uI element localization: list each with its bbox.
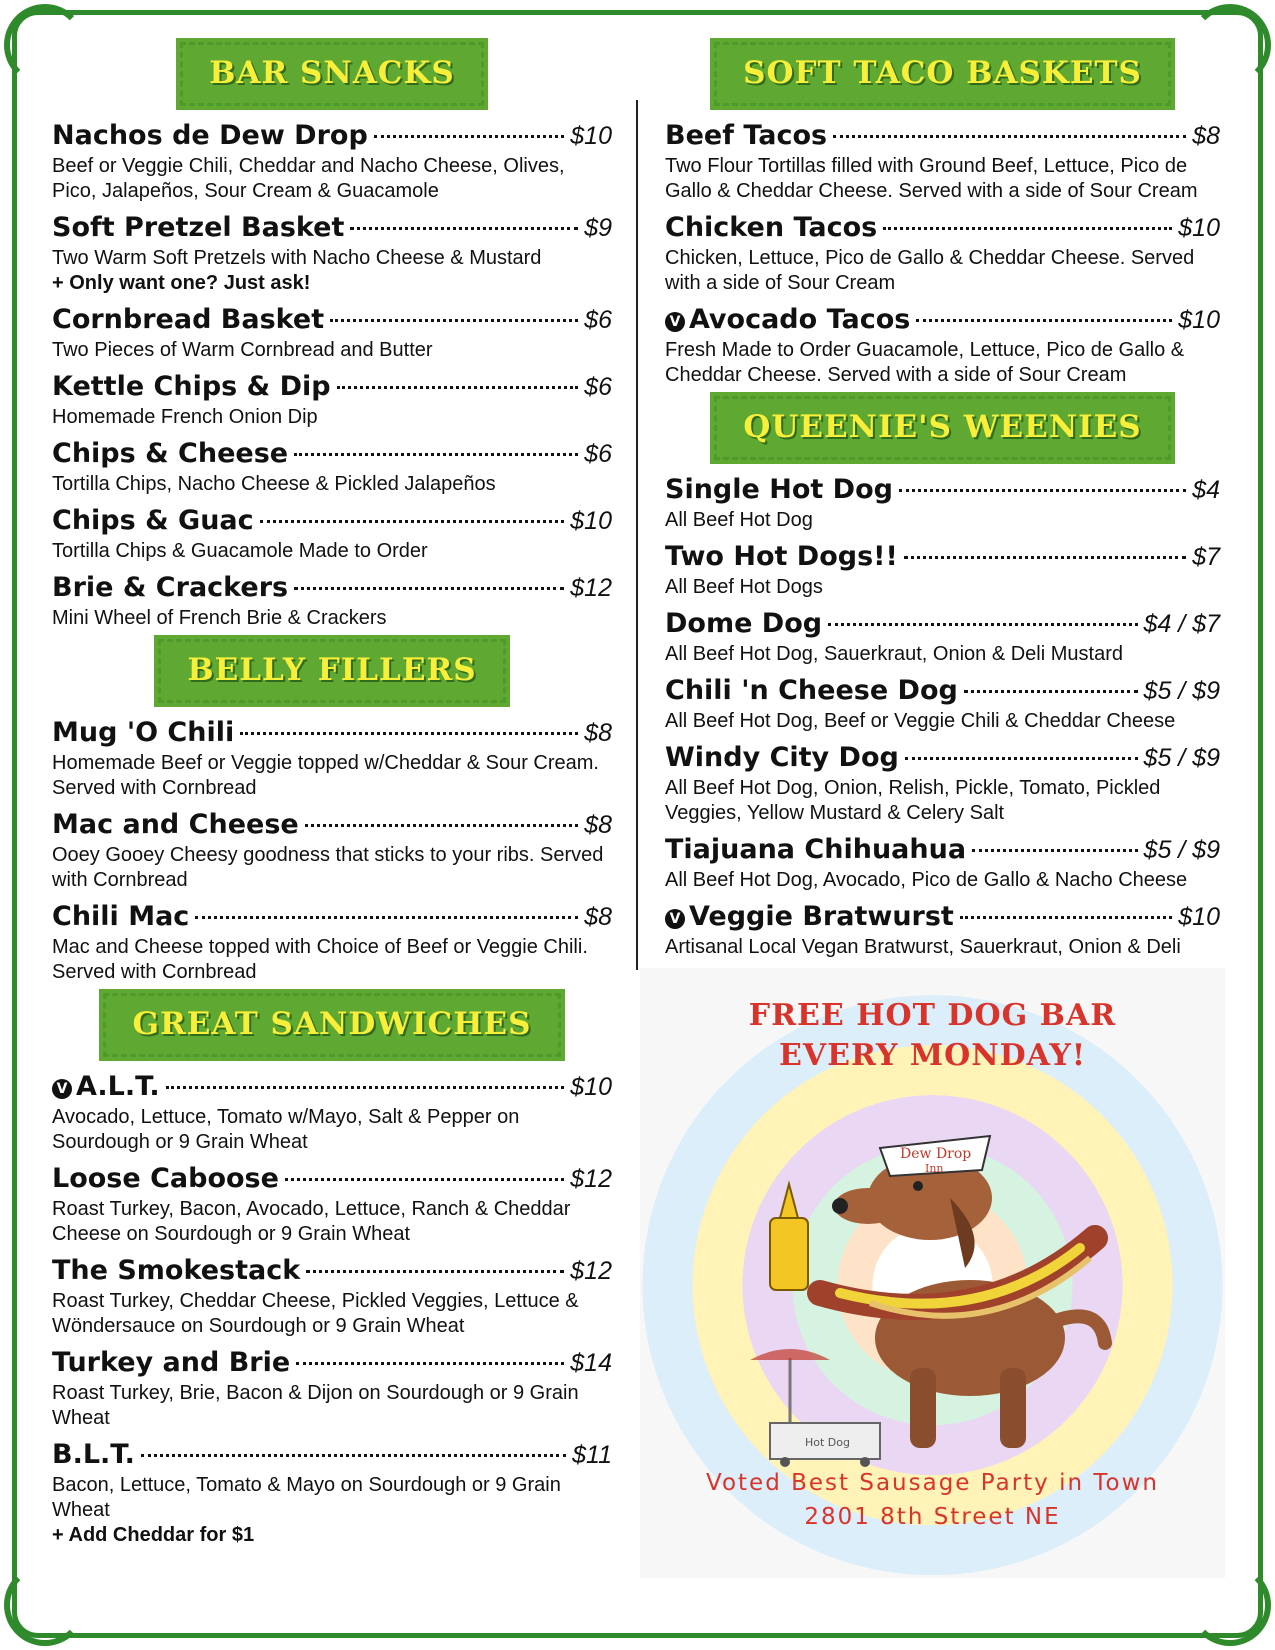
item-description: Two Pieces of Warm Cornbread and Butter bbox=[52, 339, 433, 361]
section-banner-great-sandwiches: GREAT SANDWICHES bbox=[103, 993, 560, 1057]
dot-leader bbox=[960, 916, 1172, 919]
item-price: $10 bbox=[1178, 903, 1220, 931]
great-sandwiches-list bbox=[52, 1071, 612, 1548]
menu-item bbox=[665, 541, 1220, 600]
belly-fillers-list bbox=[52, 717, 612, 985]
menu-item bbox=[52, 371, 612, 430]
menu-item bbox=[52, 1163, 612, 1247]
item-price: $10 bbox=[570, 1073, 612, 1101]
item-name: Chips & Guac bbox=[52, 505, 254, 536]
dot-leader bbox=[972, 849, 1137, 852]
item-name: Chili 'n Cheese Dog bbox=[665, 675, 958, 706]
item-name: Chili Mac bbox=[52, 901, 190, 932]
item-name: Nachos de Dew Drop bbox=[52, 120, 368, 151]
item-name: Beef Tacos bbox=[665, 120, 828, 151]
left-column bbox=[52, 42, 612, 1556]
dot-leader bbox=[240, 732, 578, 735]
vegetarian-icon: V bbox=[665, 909, 685, 929]
dot-leader bbox=[350, 227, 578, 230]
dot-leader bbox=[294, 587, 564, 590]
menu-item bbox=[665, 742, 1220, 826]
vegetarian-icon: V bbox=[665, 312, 685, 332]
dot-leader bbox=[294, 453, 578, 456]
item-description: All Beef Hot Dog, Onion, Relish, Pickle, Tomato, Pickled Veggies, Yellow Mustard & Celery Salt bbox=[665, 777, 1161, 824]
dot-leader bbox=[260, 520, 565, 523]
hot-dog-icon bbox=[820, 1238, 1095, 1316]
promo-tagline: Voted Best Sausage Party in Town bbox=[706, 1470, 1159, 1496]
dot-leader bbox=[166, 1086, 565, 1089]
queenies-weenies-list bbox=[665, 474, 1220, 960]
item-price: $10 bbox=[1178, 214, 1220, 242]
item-description: Tortilla Chips & Guacamole Made to Order bbox=[52, 540, 428, 562]
item-description: Beef or Veggie Chili, Cheddar and Nacho Cheese, Olives, Pico, Jalapeños, Sour Cream & Guacamole bbox=[52, 155, 565, 202]
svg-text:Dew Drop: Dew Drop bbox=[900, 1146, 972, 1162]
menu-item bbox=[52, 1071, 612, 1155]
item-description: All Beef Hot Dog bbox=[665, 509, 813, 531]
menu-item bbox=[665, 304, 1220, 388]
hot-dog-cart-icon bbox=[750, 1349, 880, 1467]
dot-leader bbox=[904, 556, 1186, 559]
corner-swirl-ornament bbox=[4, 1564, 86, 1646]
item-name: Mac and Cheese bbox=[52, 809, 299, 840]
menu-item bbox=[52, 809, 612, 893]
section-banner-belly-fillers: BELLY FILLERS bbox=[158, 639, 505, 703]
item-price: $8 bbox=[584, 719, 612, 747]
column-divider bbox=[636, 100, 638, 970]
dot-leader bbox=[828, 623, 1137, 626]
svg-text:Inn: Inn bbox=[925, 1162, 944, 1175]
menu-item bbox=[52, 505, 612, 564]
item-price: $10 bbox=[570, 507, 612, 535]
item-description: All Beef Hot Dog, Beef or Veggie Chili & Cheddar Cheese bbox=[665, 710, 1176, 732]
item-price: $8 bbox=[584, 811, 612, 839]
menu-item bbox=[52, 1439, 612, 1548]
item-description: All Beef Hot Dog, Sauerkraut, Onion & Deli Mustard bbox=[665, 643, 1123, 665]
item-name: Mug 'O Chili bbox=[52, 717, 235, 748]
item-description: All Beef Hot Dogs bbox=[665, 576, 823, 598]
item-description: Homemade Beef or Veggie topped w/Cheddar & Sour Cream. Served with Cornbread bbox=[52, 752, 599, 799]
item-price: $8 bbox=[584, 903, 612, 931]
dot-leader bbox=[337, 386, 579, 389]
soft-taco-baskets-list bbox=[665, 120, 1220, 388]
item-note: + Only want one? Just ask! bbox=[52, 272, 311, 294]
item-description: Mini Wheel of French Brie & Crackers bbox=[52, 607, 387, 629]
item-name: Dome Dog bbox=[665, 608, 823, 639]
item-description: All Beef Hot Dog, Avocado, Pico de Gallo & Nacho Cheese bbox=[665, 869, 1188, 891]
hot-dog-bar-promo bbox=[640, 968, 1225, 1578]
promo-headline-line-1: FREE HOT DOG BAR bbox=[748, 998, 1117, 1033]
menu-item bbox=[665, 608, 1220, 667]
right-column bbox=[665, 42, 1220, 968]
item-price: $7 bbox=[1192, 543, 1220, 571]
dot-leader bbox=[306, 1270, 564, 1273]
item-description: Bacon, Lettuce, Tomato & Mayo on Sourdough or 9 Grain Wheat bbox=[52, 1474, 561, 1521]
item-name: Single Hot Dog bbox=[665, 474, 893, 505]
dot-leader bbox=[374, 135, 565, 138]
item-price: $5 / $9 bbox=[1143, 836, 1220, 864]
menu-item bbox=[52, 1347, 612, 1431]
item-description: Roast Turkey, Brie, Bacon & Dijon on Sourdough or 9 Grain Wheat bbox=[52, 1382, 579, 1429]
item-price: $14 bbox=[570, 1349, 612, 1377]
item-name: Turkey and Brie bbox=[52, 1347, 291, 1378]
menu-item bbox=[665, 834, 1220, 893]
section-banner-queenies-weenies: QUEENIE'S WEENIES bbox=[714, 396, 1170, 460]
dot-leader bbox=[330, 319, 578, 322]
item-description: Mac and Cheese topped with Choice of Beef or Veggie Chili. Served with Cornbread bbox=[52, 936, 588, 983]
menu-item bbox=[52, 1255, 612, 1339]
item-description: Chicken, Lettuce, Pico de Gallo & Cheddar Cheese. Served with a side of Sour Cream bbox=[665, 247, 1195, 294]
menu-item bbox=[665, 212, 1220, 296]
dot-leader bbox=[195, 916, 578, 919]
item-name: Chips & Cheese bbox=[52, 438, 289, 469]
item-name: Cornbread Basket bbox=[52, 304, 325, 335]
section-banner-soft-taco-baskets: SOFT TACO BASKETS bbox=[714, 42, 1171, 106]
dachshund-hot-dog-illustration bbox=[750, 1088, 1130, 1468]
item-price: $4 bbox=[1192, 476, 1220, 504]
item-name: Loose Caboose bbox=[52, 1163, 279, 1194]
item-name-text: A.L.T. bbox=[76, 1071, 160, 1102]
item-name: The Smokestack bbox=[52, 1255, 301, 1286]
item-price: $9 bbox=[584, 214, 612, 242]
item-name: Brie & Crackers bbox=[52, 572, 289, 603]
promo-headline-line-2: EVERY MONDAY! bbox=[778, 1038, 1087, 1073]
menu-item bbox=[665, 474, 1220, 533]
menu-item bbox=[52, 212, 612, 296]
item-name bbox=[665, 901, 954, 932]
dot-leader bbox=[833, 135, 1186, 138]
item-name-text: Veggie Bratwurst bbox=[689, 901, 954, 932]
item-description: Artisanal Local Vegan Bratwurst, Sauerkraut, Onion & Deli bbox=[665, 936, 1181, 958]
item-price: $6 bbox=[584, 306, 612, 334]
menu-item bbox=[52, 572, 612, 631]
item-description: Two Flour Tortillas filled with Ground Beef, Lettuce, Pico de Gallo & Cheddar Cheese. Served with a side of Sour Cream bbox=[665, 155, 1198, 202]
dot-leader bbox=[905, 757, 1138, 760]
dot-leader bbox=[899, 489, 1186, 492]
item-name: Soft Pretzel Basket bbox=[52, 212, 345, 243]
menu-item bbox=[665, 120, 1220, 204]
menu-item bbox=[665, 675, 1220, 734]
item-price: $11 bbox=[572, 1441, 612, 1469]
item-name: Two Hot Dogs!! bbox=[665, 541, 898, 572]
item-price: $6 bbox=[584, 373, 612, 401]
item-name bbox=[665, 304, 910, 335]
item-description: Roast Turkey, Cheddar Cheese, Pickled Veggies, Lettuce & Wöndersauce on Sourdough or 9 Grain Wheat bbox=[52, 1290, 579, 1337]
dot-leader bbox=[285, 1178, 564, 1181]
promo-headline bbox=[640, 996, 1225, 1076]
mustard-bottle-icon bbox=[770, 1184, 808, 1290]
item-price: $5 / $9 bbox=[1143, 744, 1220, 772]
item-description: Avocado, Lettuce, Tomato w/Mayo, Salt & Pepper on Sourdough or 9 Grain Wheat bbox=[52, 1106, 520, 1153]
dot-leader bbox=[964, 690, 1138, 693]
item-price: $12 bbox=[570, 1257, 612, 1285]
item-price: $8 bbox=[1192, 122, 1220, 150]
item-price: $10 bbox=[1178, 306, 1220, 334]
dot-leader bbox=[296, 1362, 564, 1365]
vegetarian-icon: V bbox=[52, 1079, 72, 1099]
item-name bbox=[52, 1071, 160, 1102]
item-description: Roast Turkey, Bacon, Avocado, Lettuce, Ranch & Cheddar Cheese on Sourdough or 9 Grain Wheat bbox=[52, 1198, 571, 1245]
promo-footer bbox=[640, 1466, 1225, 1534]
promo-address: 2801 8th Street NE bbox=[804, 1504, 1061, 1530]
dot-leader bbox=[141, 1454, 566, 1457]
item-name: B.L.T. bbox=[52, 1439, 135, 1470]
item-name: Kettle Chips & Dip bbox=[52, 371, 331, 402]
section-banner-bar-snacks: BAR SNACKS bbox=[180, 42, 484, 106]
item-name: Tiajuana Chihuahua bbox=[665, 834, 967, 865]
item-name-text: Avocado Tacos bbox=[689, 304, 911, 335]
item-price: $12 bbox=[570, 574, 612, 602]
item-description: Two Warm Soft Pretzels with Nacho Cheese & Mustard bbox=[52, 247, 542, 269]
item-description: Tortilla Chips, Nacho Cheese & Pickled Jalapeños bbox=[52, 473, 496, 495]
item-description: Homemade French Onion Dip bbox=[52, 406, 318, 428]
item-price: $6 bbox=[584, 440, 612, 468]
item-price: $12 bbox=[570, 1165, 612, 1193]
item-price: $10 bbox=[570, 122, 612, 150]
item-price: $5 / $9 bbox=[1143, 677, 1220, 705]
item-name: Chicken Tacos bbox=[665, 212, 878, 243]
svg-text:Hot Dog: Hot Dog bbox=[805, 1436, 850, 1449]
paper-hat-icon bbox=[880, 1136, 990, 1176]
menu-item bbox=[52, 438, 612, 497]
menu-item bbox=[665, 901, 1220, 960]
menu-item bbox=[52, 304, 612, 363]
item-description: Ooey Gooey Cheesy goodness that sticks to your ribs. Served with Cornbread bbox=[52, 844, 604, 891]
item-note: + Add Cheddar for $1 bbox=[52, 1524, 255, 1546]
dot-leader bbox=[916, 319, 1172, 322]
menu-item bbox=[52, 717, 612, 801]
dot-leader bbox=[305, 824, 578, 827]
menu-item bbox=[52, 901, 612, 985]
item-name: Windy City Dog bbox=[665, 742, 899, 773]
bar-snacks-list bbox=[52, 120, 612, 631]
menu-item bbox=[52, 120, 612, 204]
item-description: Fresh Made to Order Guacamole, Lettuce, Pico de Gallo & Cheddar Cheese. Served with a side of Sour Cream bbox=[665, 339, 1185, 386]
dot-leader bbox=[883, 227, 1172, 230]
item-price: $4 / $7 bbox=[1143, 610, 1220, 638]
